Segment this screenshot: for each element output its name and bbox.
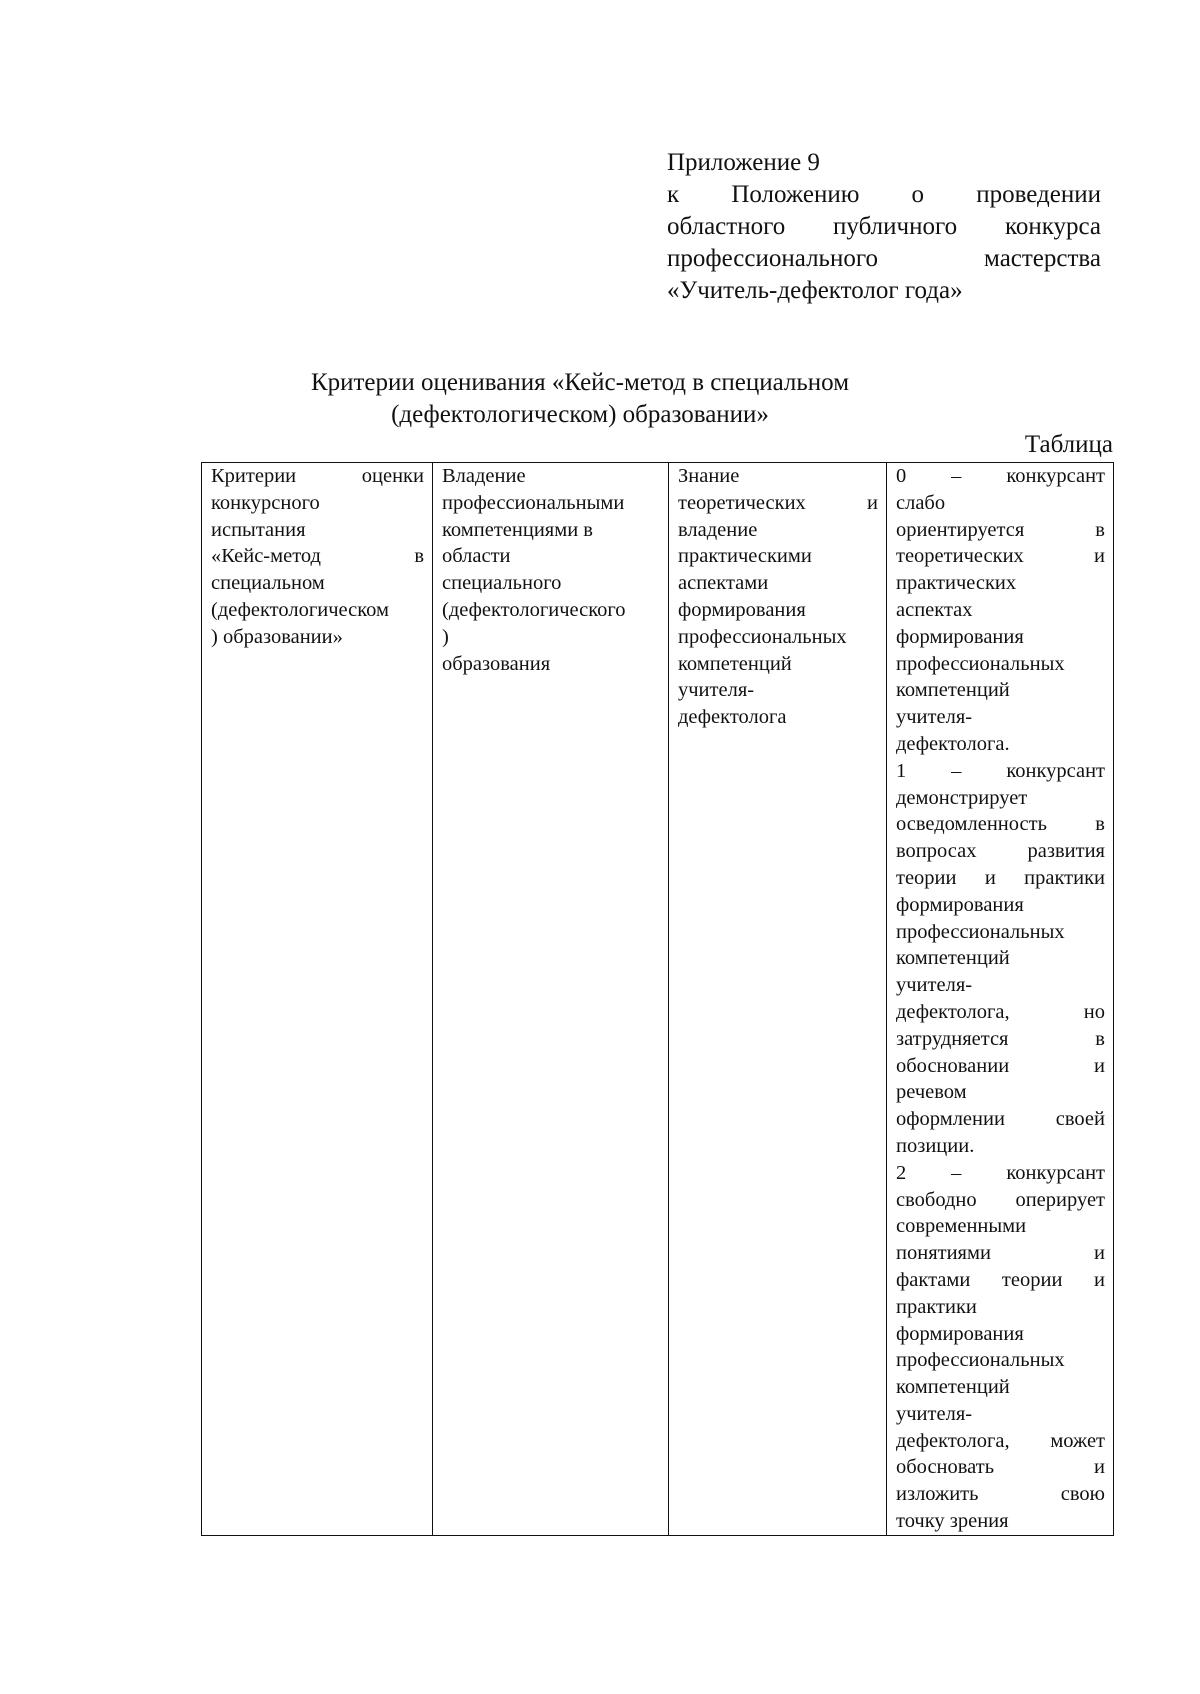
table-row [202, 463, 1114, 1536]
appendix-reference-line: профессионального мастерства [667, 245, 1101, 272]
cell-text-line: дефектолога [678, 706, 787, 729]
score-2-text-line: фактами теории и [896, 1268, 1105, 1291]
score-1-text-line: формирования [896, 893, 1024, 916]
score-1-text-line: речевом [896, 1081, 967, 1104]
score-0-text-line: формирования [896, 625, 1024, 648]
document-title-line: (дефектологическом) образовании» [391, 401, 769, 428]
cell-text-line: компетенций [678, 652, 792, 675]
cell-text-line: ) образовании» [211, 625, 343, 648]
cell-text-line: (дефектологическом [211, 598, 389, 621]
score-2-text-line: учителя- [896, 1402, 973, 1425]
score-0-text-line: слабо [896, 491, 946, 514]
score-0-text-line: учителя- [896, 706, 973, 729]
score-2-text-line: практики [896, 1295, 977, 1318]
cell-text-line: владение [678, 518, 758, 541]
score-2-text-line: формирования [896, 1322, 1024, 1345]
cell-text-line: формирования [678, 598, 806, 621]
appendix-contest-name: «Учитель-дефектолог года» [667, 277, 963, 304]
indicator-cell [669, 463, 887, 1536]
score-2-text-line: дефектолога, может [896, 1429, 1105, 1452]
score-2-text-line: изложить свою [896, 1483, 1105, 1506]
table-caption: Таблица [1024, 431, 1113, 458]
cell-text-line: учителя- [678, 679, 755, 702]
score-2-text-line: точку зрения [896, 1510, 1009, 1533]
score-1-text-line: оформлении своей [896, 1108, 1105, 1131]
appendix-reference-line: к Положению о проведении [667, 181, 1101, 208]
cell-text-line: специальном [211, 572, 325, 595]
score-0-text-line: дефектолога. [896, 732, 1010, 755]
score-0-text-line: практических [896, 572, 1017, 595]
score-2-text-line: компетенций [896, 1376, 1010, 1399]
cell-text-line: специального [442, 572, 562, 595]
score-0-text-line: аспектах [896, 598, 973, 621]
score-1-text-line: осведомленность в [896, 813, 1105, 836]
score-0-text-line: компетенций [896, 679, 1010, 702]
cell-text-line: Критерии оценки [211, 465, 424, 487]
cell-text-line: теоретических и [678, 491, 878, 514]
cell-text-line: компетенциями в [442, 518, 593, 541]
appendix-reference-line: областного публичного конкурса [667, 213, 1101, 240]
score-1-text-line: учителя- [896, 974, 973, 997]
score-1-text-line: теории и практики [896, 866, 1105, 889]
score-2-text-line: 2 – конкурсант [896, 1161, 1105, 1184]
score-0-text-line: 0 – конкурсант [896, 465, 1105, 487]
score-2-text-line: обосновать и [896, 1456, 1105, 1479]
criterion-name-cell [202, 463, 433, 1536]
cell-text-line: практическими [678, 545, 812, 568]
cell-text-line: аспектами [678, 572, 769, 595]
cell-text-line: профессиональных [678, 625, 847, 648]
score-2-text-line: понятиями и [896, 1242, 1105, 1265]
score-0-text-line: теоретических и [896, 545, 1105, 568]
score-1-text-line: профессиональных [896, 920, 1065, 943]
cell-text-line: Знание [678, 465, 740, 487]
score-1-text-line: обосновании и [896, 1054, 1105, 1077]
cell-text-line: конкурсного [211, 491, 320, 514]
document-title-line: Критерии оценивания «Кейс-метод в специальном [310, 369, 850, 396]
score-0-text-line: ориентируется в [896, 518, 1105, 541]
score-1-text-line: позиции. [896, 1134, 975, 1157]
appendix-header [667, 147, 1101, 307]
cell-text-line: испытания [211, 518, 306, 541]
score-0-text-line: профессиональных [896, 652, 1065, 675]
cell-text-line: образования [442, 652, 551, 675]
cell-text-line: области [442, 545, 511, 568]
score-1-text-line: вопросах развития [896, 840, 1105, 863]
cell-text-line: ) [442, 625, 449, 648]
score-2-text-line: профессиональных [896, 1349, 1065, 1372]
score-1-text-line: 1 – конкурсант [896, 759, 1105, 782]
cell-text-line: «Кейс-метод в [211, 545, 424, 568]
scoring-cell [887, 463, 1114, 1536]
cell-text-line: профессиональными [442, 491, 625, 514]
score-2-text-line: современными [896, 1215, 1027, 1238]
criteria-table [201, 462, 1114, 1536]
score-1-text-line: затрудняется в [896, 1027, 1105, 1050]
document-title [300, 367, 860, 431]
appendix-number: Приложение 9 [667, 149, 820, 176]
cell-text-line: Владение [442, 465, 526, 487]
score-1-text-line: компетенций [896, 947, 1010, 970]
score-2-text-line: свободно оперирует [896, 1188, 1105, 1211]
competence-cell [433, 463, 669, 1536]
score-1-text-line: дефектолога, но [896, 1000, 1105, 1023]
score-1-text-line: демонстрирует [896, 786, 1028, 809]
cell-text-line: (дефектологического [442, 598, 626, 621]
